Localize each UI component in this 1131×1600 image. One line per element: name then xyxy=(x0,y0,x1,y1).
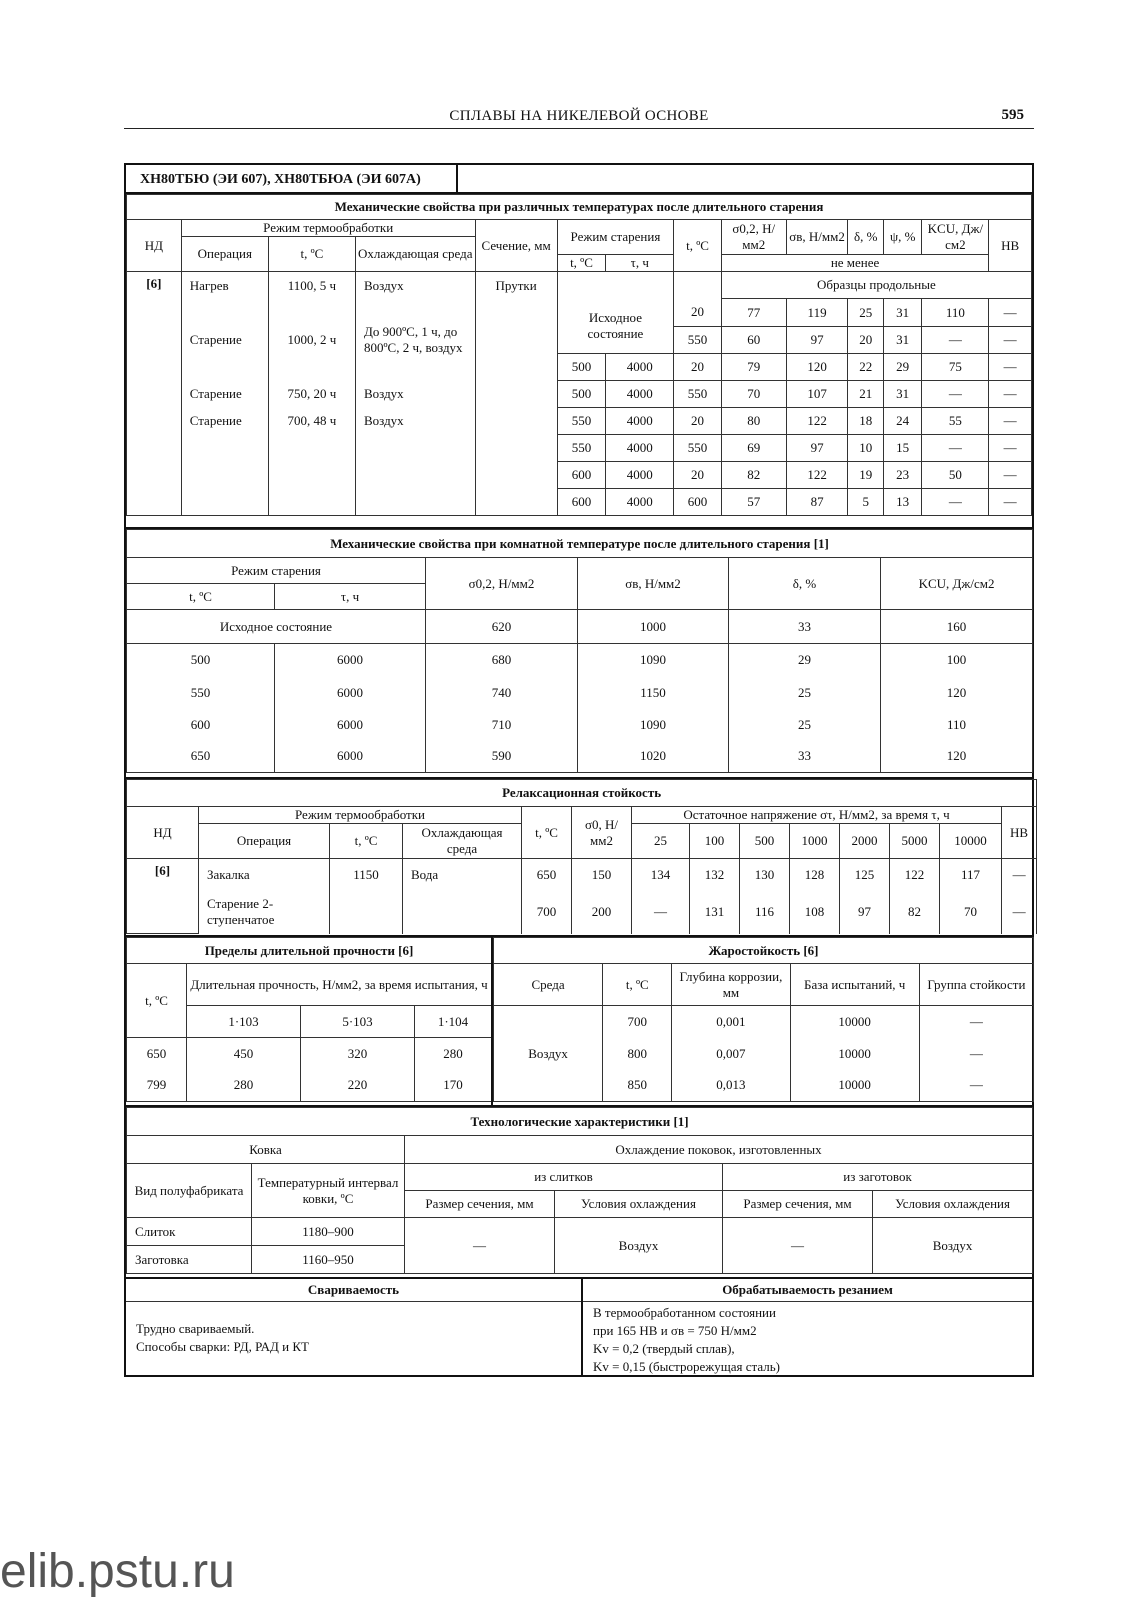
row-1-kcu: 110 xyxy=(922,299,989,327)
row-6-hb: — xyxy=(989,435,1032,462)
r4-kcu: 120 xyxy=(881,741,1033,773)
r2-base: 10000 xyxy=(790,1038,919,1070)
row-5-d: 18 xyxy=(848,408,883,435)
col-aging-tau: τ, ч xyxy=(606,255,674,272)
row-3-t: 20 xyxy=(674,354,722,381)
row-6-d: 10 xyxy=(848,435,883,462)
col-s0: σ0, Н/мм2 xyxy=(572,807,632,859)
col-op: Операция xyxy=(199,824,330,859)
r2-d: 25 xyxy=(729,677,881,709)
time-10000: 10000 xyxy=(940,824,1002,859)
time-25: 25 xyxy=(632,824,690,859)
row-4-tau: 4000 xyxy=(606,381,674,408)
time-500: 500 xyxy=(740,824,790,859)
nd-ref: [6] xyxy=(127,859,199,934)
col-depth: Глубина коррозии, мм xyxy=(672,964,790,1006)
machinability-panel xyxy=(583,1279,1032,1375)
r1-group: — xyxy=(919,1006,1033,1038)
time-2000: 2000 xyxy=(840,824,890,859)
op-3: Старение xyxy=(181,381,268,408)
initial-sb: 1000 xyxy=(578,610,729,644)
r1-tau: 6000 xyxy=(275,644,426,677)
r1-s0: 150 xyxy=(572,859,632,891)
r1-v2: 132 xyxy=(690,859,740,891)
time-3 xyxy=(415,1006,492,1038)
op-empty-a xyxy=(181,435,268,516)
row-1-d: 25 xyxy=(848,299,883,327)
section-strength-heat xyxy=(124,935,1034,1105)
op-1-cool: Воздух xyxy=(356,272,476,299)
r1-v3: 280 xyxy=(415,1038,492,1070)
op-4: Старение xyxy=(181,408,268,435)
mach-line-3: Kv = 0,2 (твердый сплав), xyxy=(593,1341,735,1356)
row-5-s02: 80 xyxy=(721,408,786,435)
section-mech-room-temp xyxy=(124,527,1034,777)
op-2-t xyxy=(330,891,403,934)
row-5-tau: 4000 xyxy=(606,408,674,435)
row-2-kcu: — xyxy=(922,327,989,354)
weld-line-2: Способы сварки: РД, РАД и КТ xyxy=(136,1339,309,1354)
col-kcu: KCU, Дж/см2 xyxy=(881,558,1033,610)
r1-kcu: 100 xyxy=(881,644,1033,677)
blank-cond: Воздух xyxy=(873,1218,1033,1274)
r2-depth: 0,007 xyxy=(672,1038,790,1070)
col-delta: δ, % xyxy=(848,220,883,255)
time-2 xyxy=(301,1006,415,1038)
op-1-t: 1100, 5 ч xyxy=(268,272,355,299)
r3-kcu: 110 xyxy=(881,709,1033,741)
r2-t: 800 xyxy=(603,1038,672,1070)
row-1-s02: 77 xyxy=(721,299,786,327)
row-5-kcu: 55 xyxy=(922,408,989,435)
row-8-psi: 13 xyxy=(883,489,922,516)
ingot-cond: Воздух xyxy=(555,1218,723,1274)
row-7-kcu: 50 xyxy=(922,462,989,489)
row-3-sb: 120 xyxy=(786,354,848,381)
section-technology xyxy=(124,1105,1034,1277)
row-8-s02: 57 xyxy=(721,489,786,516)
op-3-cool: Воздух xyxy=(356,381,476,408)
r1-t: 700 xyxy=(603,1006,672,1038)
col-mode: Режим старения xyxy=(127,558,426,584)
r3-t: 600 xyxy=(127,709,275,741)
row-2-sb: 97 xyxy=(786,327,848,354)
row-4-s02: 70 xyxy=(721,381,786,408)
col-test-t: t, ºC xyxy=(674,220,722,272)
initial-label: Исходное состояние xyxy=(127,610,426,644)
col-cool: Охлаждающая среда xyxy=(356,237,476,272)
col-kcu: KCU, Дж/см2 xyxy=(922,220,989,255)
op-2: Старение xyxy=(181,299,268,381)
time-5000: 5000 xyxy=(890,824,940,859)
r1-v1: 134 xyxy=(632,859,690,891)
op-4-t: 700, 48 ч xyxy=(268,408,355,435)
long-strength-panel xyxy=(126,937,491,1102)
row-2-d: 20 xyxy=(848,327,883,354)
blank-size: — xyxy=(723,1218,873,1274)
r4-d: 33 xyxy=(729,741,881,773)
col-blanks: из заготовок xyxy=(723,1164,1033,1191)
r2-v6: 82 xyxy=(890,891,940,934)
row-7-t: 20 xyxy=(674,462,722,489)
row-3-kcu: 75 xyxy=(922,354,989,381)
row-8-at: 600 xyxy=(557,489,606,516)
ingot-size: — xyxy=(405,1218,555,1274)
row-8-t: 600 xyxy=(674,489,722,516)
col-hb: НВ xyxy=(989,220,1032,272)
op-3-t: 750, 20 ч xyxy=(268,381,355,408)
r3-group: — xyxy=(919,1070,1033,1102)
row-1-t: 20 xyxy=(674,299,722,327)
row-7-sb: 122 xyxy=(786,462,848,489)
row-5-t: 20 xyxy=(674,408,722,435)
r3-tau: 6000 xyxy=(275,709,426,741)
row-2-psi: 31 xyxy=(883,327,922,354)
section-relaxation xyxy=(124,777,1034,935)
row-1-sb: 119 xyxy=(786,299,848,327)
row-4-hb: — xyxy=(989,381,1032,408)
row-2-hb: — xyxy=(989,327,1032,354)
r2-hb: — xyxy=(1002,891,1037,934)
r1-v6: 122 xyxy=(890,859,940,891)
col-hb: НВ xyxy=(1002,807,1037,859)
col-delta: δ, % xyxy=(729,558,881,610)
r2-v4: 108 xyxy=(790,891,840,934)
col-blank-size: Размер сечения, мм xyxy=(723,1191,873,1218)
r4-s02: 590 xyxy=(426,741,578,773)
section-title: Технологические характеристики [1] xyxy=(127,1108,1033,1136)
r2-v1: — xyxy=(632,891,690,934)
row-8-tau: 4000 xyxy=(606,489,674,516)
col-cool: Охлаждающая среда xyxy=(403,824,522,859)
col-residual: Остаточное напряжение στ, Н/мм2, за время τ, ч xyxy=(632,807,1002,824)
row-2-t: 550 xyxy=(674,327,722,354)
weld-line-1: Трудно свариваемый. xyxy=(136,1321,255,1336)
r2-v3: 170 xyxy=(415,1070,492,1102)
col-tau: τ, ч xyxy=(275,584,426,610)
col-ingot-size: Размер сечения, мм xyxy=(405,1191,555,1218)
r1-v2: 320 xyxy=(301,1038,415,1070)
r1-v3: 130 xyxy=(740,859,790,891)
col-nd: НД xyxy=(127,220,182,272)
op-1: Нагрев xyxy=(181,272,268,299)
section-mech-high-temp xyxy=(124,192,1034,527)
r2-v2: 131 xyxy=(690,891,740,934)
watermark: elib.pstu.ru xyxy=(0,1545,235,1598)
row-8-hb: — xyxy=(989,489,1032,516)
r1-hb: — xyxy=(1002,859,1037,891)
r1-t: 500 xyxy=(127,644,275,677)
material-title: ХН80ТБЮ (ЭИ 607), ХН80ТБЮА (ЭИ 607А) xyxy=(126,165,458,194)
r2-v2: 220 xyxy=(301,1070,415,1102)
op-1-cool: Вода xyxy=(403,859,522,891)
col-base: База испытаний, ч xyxy=(790,964,919,1006)
row-3-hb: — xyxy=(989,354,1032,381)
col-sb: σв, Н/мм2 xyxy=(578,558,729,610)
r2-s02: 740 xyxy=(426,677,578,709)
row-7-tau: 4000 xyxy=(606,462,674,489)
kind-2: Заготовка xyxy=(127,1246,252,1274)
section-title: Релаксационная стойкость xyxy=(127,780,1037,807)
r1-d: 29 xyxy=(729,644,881,677)
r3-s02: 710 xyxy=(426,709,578,741)
row-2-s02: 60 xyxy=(721,327,786,354)
r1-v1: 450 xyxy=(187,1038,301,1070)
col-t: t, ºC xyxy=(127,584,275,610)
op-1: Закалка xyxy=(199,859,330,891)
col-t: t, ºC xyxy=(127,964,187,1038)
r2-v7: 70 xyxy=(940,891,1002,934)
row-4-at: 500 xyxy=(557,381,606,408)
time-2-text: 5·103 xyxy=(342,1013,373,1029)
row-5-psi: 24 xyxy=(883,408,922,435)
section-title: Механические свойства при комнатной температуре после длительного старения [1] xyxy=(127,530,1033,558)
row-6-t: 550 xyxy=(674,435,722,462)
r2-sb: 1150 xyxy=(578,677,729,709)
r3-d: 25 xyxy=(729,709,881,741)
r3-depth: 0,013 xyxy=(672,1070,790,1102)
page-number: 595 xyxy=(1001,107,1024,123)
col-long-strength: Длительная прочность, Н/мм2, за время испытания, ч xyxy=(187,964,492,1006)
r1-s02: 680 xyxy=(426,644,578,677)
r2-v5: 97 xyxy=(840,891,890,934)
env-value: Воздух xyxy=(494,1006,603,1102)
r1-depth: 0,001 xyxy=(672,1006,790,1038)
page-header xyxy=(124,104,1034,129)
col-t: t, ºC xyxy=(330,824,403,859)
col-kind: Вид полуфабриката xyxy=(127,1164,252,1218)
time-3-text: 1·104 xyxy=(437,1013,469,1029)
mach-line-2: при 165 НВ и σв = 750 Н/мм2 xyxy=(593,1323,757,1338)
time-100: 100 xyxy=(690,824,740,859)
col-env: Среда xyxy=(494,964,603,1006)
row-7-psi: 23 xyxy=(883,462,922,489)
col-aging-t: t, ºC xyxy=(557,255,606,272)
row-5-sb: 122 xyxy=(786,408,848,435)
material-title-block xyxy=(124,163,1034,194)
op-empty-b xyxy=(268,435,355,516)
col-aging: Режим старения xyxy=(557,220,674,255)
row-6-sb: 97 xyxy=(786,435,848,462)
col-forging: Ковка xyxy=(127,1136,405,1164)
mach-line-1: В термообработанном состоянии xyxy=(593,1305,776,1320)
mach-title: Обрабатываемость резанием xyxy=(583,1279,1032,1302)
r2-group: — xyxy=(919,1038,1033,1070)
section-weld-machining xyxy=(124,1277,1034,1377)
col-ingots: из слитков xyxy=(405,1164,723,1191)
col-blank-cond: Условия охлаждения xyxy=(873,1191,1033,1218)
op-2-cool: До 900ºС, 1 ч, до 800ºС, 2 ч, воздух xyxy=(356,299,476,381)
row-3-tau: 4000 xyxy=(606,354,674,381)
op-2-cool xyxy=(403,891,522,934)
section-value: Прутки xyxy=(475,272,557,516)
min-note: не менее xyxy=(721,255,988,272)
r2-s0: 200 xyxy=(572,891,632,934)
r2-tau: 6000 xyxy=(275,677,426,709)
row-3-psi: 29 xyxy=(883,354,922,381)
r2-tt: 700 xyxy=(522,891,572,934)
col-op: Операция xyxy=(181,237,268,272)
row-8-sb: 87 xyxy=(786,489,848,516)
r1-v4: 128 xyxy=(790,859,840,891)
row-6-kcu: — xyxy=(922,435,989,462)
col-interval: Температурный интервал ковки, ºC xyxy=(252,1164,405,1218)
row-1-psi: 31 xyxy=(883,299,922,327)
row-4-t: 550 xyxy=(674,381,722,408)
row-7-at: 600 xyxy=(557,462,606,489)
section-title: Жаростойкость [6] xyxy=(494,938,1034,964)
time-1-text: 1·103 xyxy=(228,1013,259,1029)
row-7-s02: 82 xyxy=(721,462,786,489)
r4-t: 650 xyxy=(127,741,275,773)
row-6-s02: 69 xyxy=(721,435,786,462)
op-2-t: 1000, 2 ч xyxy=(268,299,355,381)
col-s02: σ0,2, Н/мм2 xyxy=(721,220,786,255)
aging-empty xyxy=(557,272,674,299)
time-1000: 1000 xyxy=(790,824,840,859)
col-section: Сечение, мм xyxy=(475,220,557,272)
row-6-at: 550 xyxy=(557,435,606,462)
col-group: Группа стойкости xyxy=(919,964,1033,1006)
weldability-panel xyxy=(126,1279,583,1375)
initial-s02: 620 xyxy=(426,610,578,644)
section-title: Механические свойства при различных температурах после длительного старения xyxy=(127,195,1032,220)
nd-ref: [6] xyxy=(127,272,182,516)
col-mode: Режим термообработки xyxy=(199,807,522,824)
mach-line-4: Kv = 0,15 (быстрорежущая сталь) xyxy=(593,1359,781,1374)
row-8-d: 5 xyxy=(848,489,883,516)
row-7-hb: — xyxy=(989,462,1032,489)
row-1-hb: — xyxy=(989,299,1032,327)
row-4-d: 21 xyxy=(848,381,883,408)
col-s02: σ0,2, Н/мм2 xyxy=(426,558,578,610)
r1-base: 10000 xyxy=(790,1006,919,1038)
test-t-empty xyxy=(674,272,722,299)
r4-tau: 6000 xyxy=(275,741,426,773)
r1-sb: 1090 xyxy=(578,644,729,677)
r3-sb: 1090 xyxy=(578,709,729,741)
col-test-t: t, ºC xyxy=(522,807,572,859)
row-5-hb: — xyxy=(989,408,1032,435)
col-cooling: Охлаждение поковок, изготовленных xyxy=(405,1136,1033,1164)
row-3-d: 22 xyxy=(848,354,883,381)
row-5-at: 550 xyxy=(557,408,606,435)
initial-state: Исходное состояние xyxy=(557,299,674,354)
interval-1: 1180–900 xyxy=(252,1218,405,1246)
col-t: t, ºC xyxy=(268,237,355,272)
row-6-psi: 15 xyxy=(883,435,922,462)
r2-t: 550 xyxy=(127,677,275,709)
r1-tt: 650 xyxy=(522,859,572,891)
heat-resistance-panel xyxy=(491,937,1034,1105)
weld-text xyxy=(126,1302,581,1356)
col-psi: ψ, % xyxy=(883,220,922,255)
col-sb: σв, Н/мм2 xyxy=(786,220,848,255)
op-4-cool: Воздух xyxy=(356,408,476,435)
samples-note: Образцы продольные xyxy=(721,272,1031,299)
mach-text xyxy=(583,1302,1032,1376)
col-t: t, ºC xyxy=(603,964,672,1006)
kind-1: Слиток xyxy=(127,1218,252,1246)
initial-kcu: 160 xyxy=(881,610,1033,644)
interval-2: 1160–950 xyxy=(252,1246,405,1274)
r2-v3: 116 xyxy=(740,891,790,934)
col-ingot-cond: Условия охлаждения xyxy=(555,1191,723,1218)
r1-t: 650 xyxy=(127,1038,187,1070)
row-7-d: 19 xyxy=(848,462,883,489)
row-3-at: 500 xyxy=(557,354,606,381)
r4-sb: 1020 xyxy=(578,741,729,773)
r2-kcu: 120 xyxy=(881,677,1033,709)
r2-t: 799 xyxy=(127,1070,187,1102)
row-8-kcu: — xyxy=(922,489,989,516)
row-4-kcu: — xyxy=(922,381,989,408)
col-mode: Режим термообработки xyxy=(181,220,475,237)
r2-v1: 280 xyxy=(187,1070,301,1102)
col-nd: НД xyxy=(127,807,199,859)
op-2: Старение 2-ступенчатое xyxy=(199,891,330,934)
r1-v7: 117 xyxy=(940,859,1002,891)
r3-t: 850 xyxy=(603,1070,672,1102)
row-4-psi: 31 xyxy=(883,381,922,408)
row-3-s02: 79 xyxy=(721,354,786,381)
r3-base: 10000 xyxy=(790,1070,919,1102)
op-empty-c xyxy=(356,435,476,516)
op-1-t: 1150 xyxy=(330,859,403,891)
row-6-tau: 4000 xyxy=(606,435,674,462)
r1-v5: 125 xyxy=(840,859,890,891)
initial-d: 33 xyxy=(729,610,881,644)
weld-title: Свариваемость xyxy=(126,1279,581,1302)
row-4-sb: 107 xyxy=(786,381,848,408)
running-title: СПЛАВЫ НА НИКЕЛЕВОЙ ОСНОВЕ xyxy=(449,108,709,124)
section-title: Пределы длительной прочности [6] xyxy=(127,938,492,964)
time-1 xyxy=(187,1006,301,1038)
